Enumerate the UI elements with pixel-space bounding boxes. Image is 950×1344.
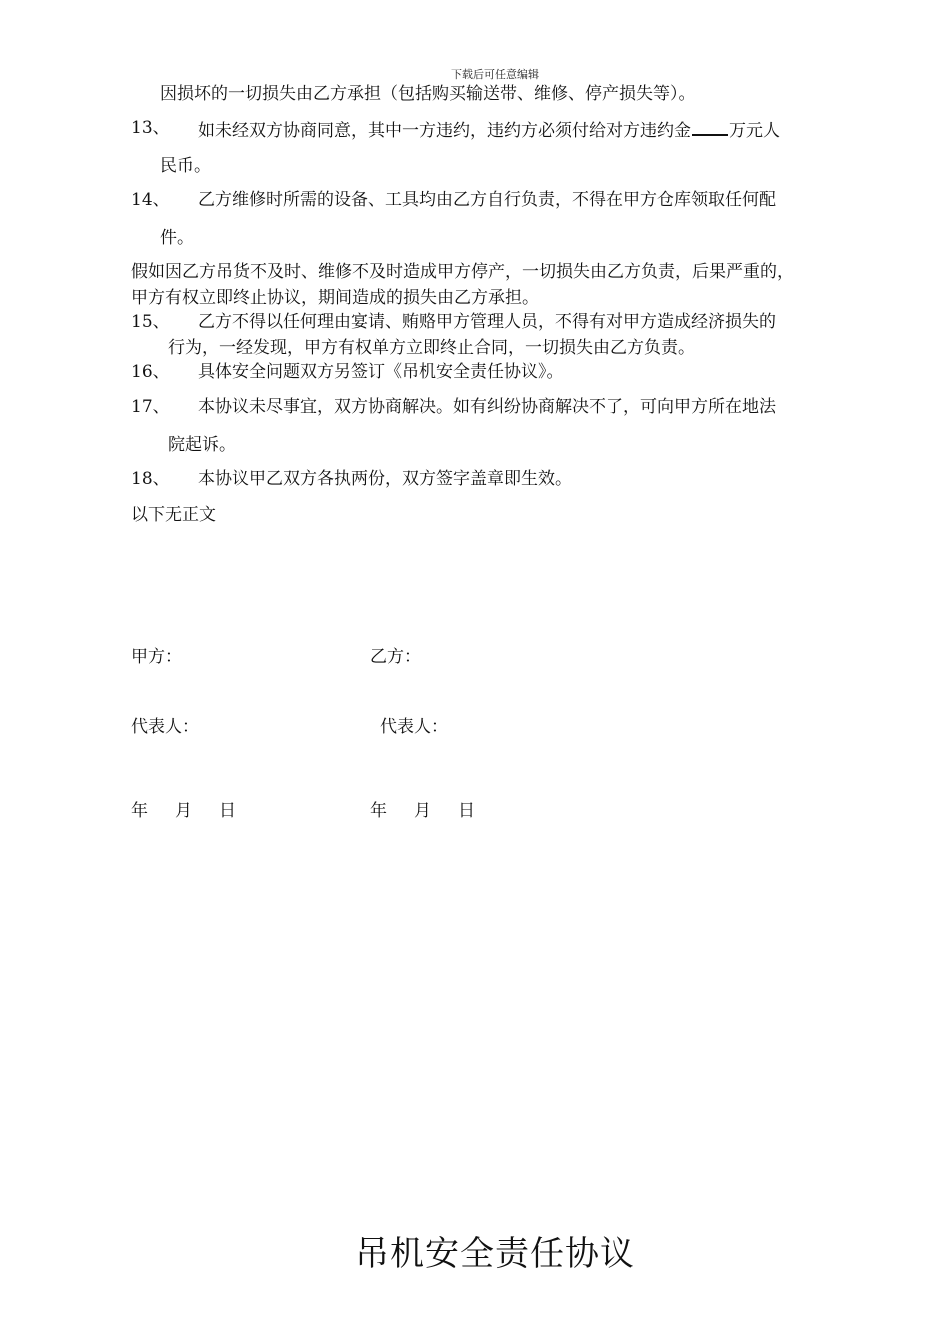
clause-17-line2: 院起诉。	[168, 435, 236, 455]
clause-18-number: 18、	[131, 469, 170, 489]
free-paragraph-line1: 假如因乙方吊货不及时、维修不及时造成甲方停产，一切损失由乙方负责，后果严重的，	[131, 262, 794, 282]
end-note: 以下无正文	[131, 505, 216, 525]
clause-13-line1-after: 万元人	[729, 121, 780, 141]
date-b: 年 月 日	[370, 801, 476, 821]
continuation-line: 因损坏的一切损失由乙方承担（包括购买输送带、维修、停产损失等）。	[160, 84, 696, 104]
party-a-label: 甲方：	[131, 647, 182, 667]
clause-14-line1: 乙方维修时所需的设备、工具均由乙方自行负责，不得在甲方仓库领取任何配	[198, 190, 776, 210]
clause-15-number: 15、	[131, 312, 170, 332]
clause-14-number: 14、	[131, 190, 170, 210]
clause-13-number: 13、	[131, 118, 170, 138]
clause-17-number: 17、	[131, 397, 170, 417]
clause-17-line1: 本协议未尽事宜，双方协商解决。如有纠纷协商解决不了，可向甲方所在地法	[198, 397, 776, 417]
clause-13-line1	[198, 118, 780, 141]
penalty-amount-blank	[692, 118, 728, 136]
date-a: 年 月 日	[131, 801, 237, 821]
free-paragraph-line2: 甲方有权立即终止协议，期间造成的损失由乙方承担。	[131, 288, 539, 308]
clause-13-line1-before: 如未经双方协商同意，其中一方违约，违约方必须付给对方违约金	[198, 121, 691, 141]
clause-14-line2: 件。	[160, 228, 194, 248]
representative-b-label: 代表人：	[380, 717, 448, 737]
next-document-title: 吊机安全责任协议	[355, 1234, 635, 1274]
representative-a-label: 代表人：	[131, 717, 199, 737]
clause-18-line1: 本协议甲乙双方各执两份，双方签字盖章即生效。	[198, 469, 572, 489]
clause-16-line1: 具体安全问题双方另签订《吊机安全责任协议》。	[198, 362, 564, 382]
clause-15-line2: 行为，一经发现，甲方有权单方立即终止合同，一切损失由乙方负责。	[168, 338, 695, 358]
clause-16-number: 16、	[131, 362, 170, 382]
header-note: 下载后可任意编辑	[451, 68, 539, 81]
party-b-label: 乙方：	[370, 647, 421, 667]
clause-15-line1: 乙方不得以任何理由宴请、贿赂甲方管理人员，不得有对甲方造成经济损失的	[198, 312, 776, 332]
clause-13-line2: 民币。	[160, 156, 211, 176]
